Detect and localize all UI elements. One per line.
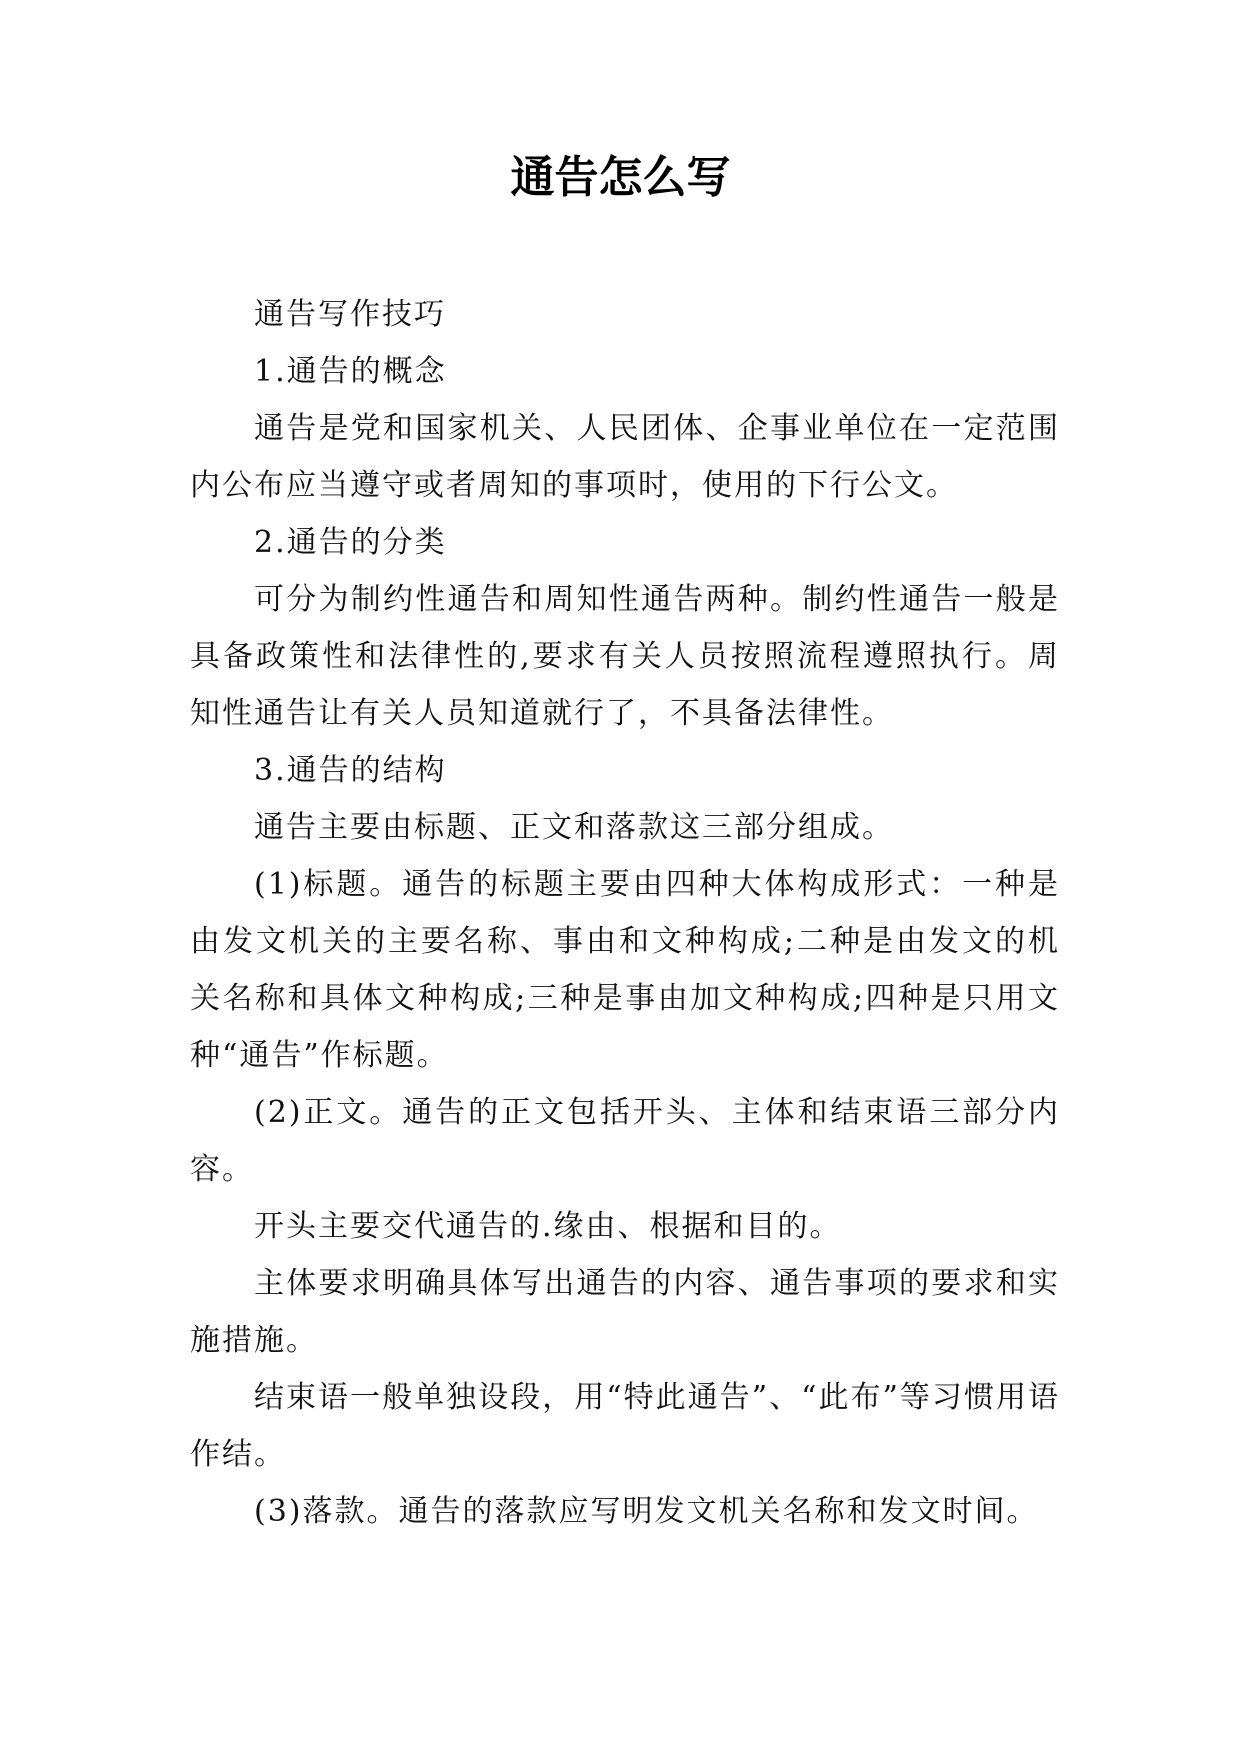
paragraph-concept-heading: 1.通告的概念	[254, 354, 447, 389]
page-title: 通告怎么写	[510, 152, 731, 203]
document-body	[190, 286, 1060, 1540]
paragraph-title-section: (1)标题。通告的标题主要由四种大体构成形式：一种是由发文机关的主要名称、事由和文种构成;二种是由发文的机关名称和具体文种构成;三种是事由加文种构成;四种是只用文种“通告”作标题。	[190, 867, 1060, 1073]
paragraph-classification-body: 可分为制约性通告和周知性通告两种。制约性通告一般是具备政策性和法律性的,要求有关人员按照流程遵照执行。周知性通告让有关人员知道就行了，不具备法律性。	[190, 582, 1060, 731]
paragraph-opening: 开头主要交代通告的.缘由、根据和目的。	[254, 1209, 842, 1244]
paragraph-closing: 结束语一般单独设段，用“特此通告”、“此布”等习惯用语作结。	[190, 1380, 1060, 1472]
paragraph-classification-heading: 2.通告的分类	[254, 525, 447, 560]
paragraph-structure-heading: 3.通告的结构	[254, 753, 447, 788]
paragraph-signature-section: (3)落款。通告的落款应写明发文机关名称和发文时间。	[254, 1494, 1039, 1529]
paragraph-structure-intro: 通告主要由标题、正文和落款这三部分组成。	[254, 810, 894, 845]
paragraph-concept-body: 通告是党和国家机关、人民团体、企事业单位在一定范围内公布应当遵守或者周知的事项时，使用的下行公文。	[190, 411, 1060, 503]
paragraph-main-body: 主体要求明确具体写出通告的内容、通告事项的要求和实施措施。	[190, 1266, 1060, 1358]
paragraph-body-section: (2)正文。通告的正文包括开头、主体和结束语三部分内容。	[190, 1095, 1060, 1187]
paragraph-writing-tips-heading: 通告写作技巧	[254, 297, 446, 332]
